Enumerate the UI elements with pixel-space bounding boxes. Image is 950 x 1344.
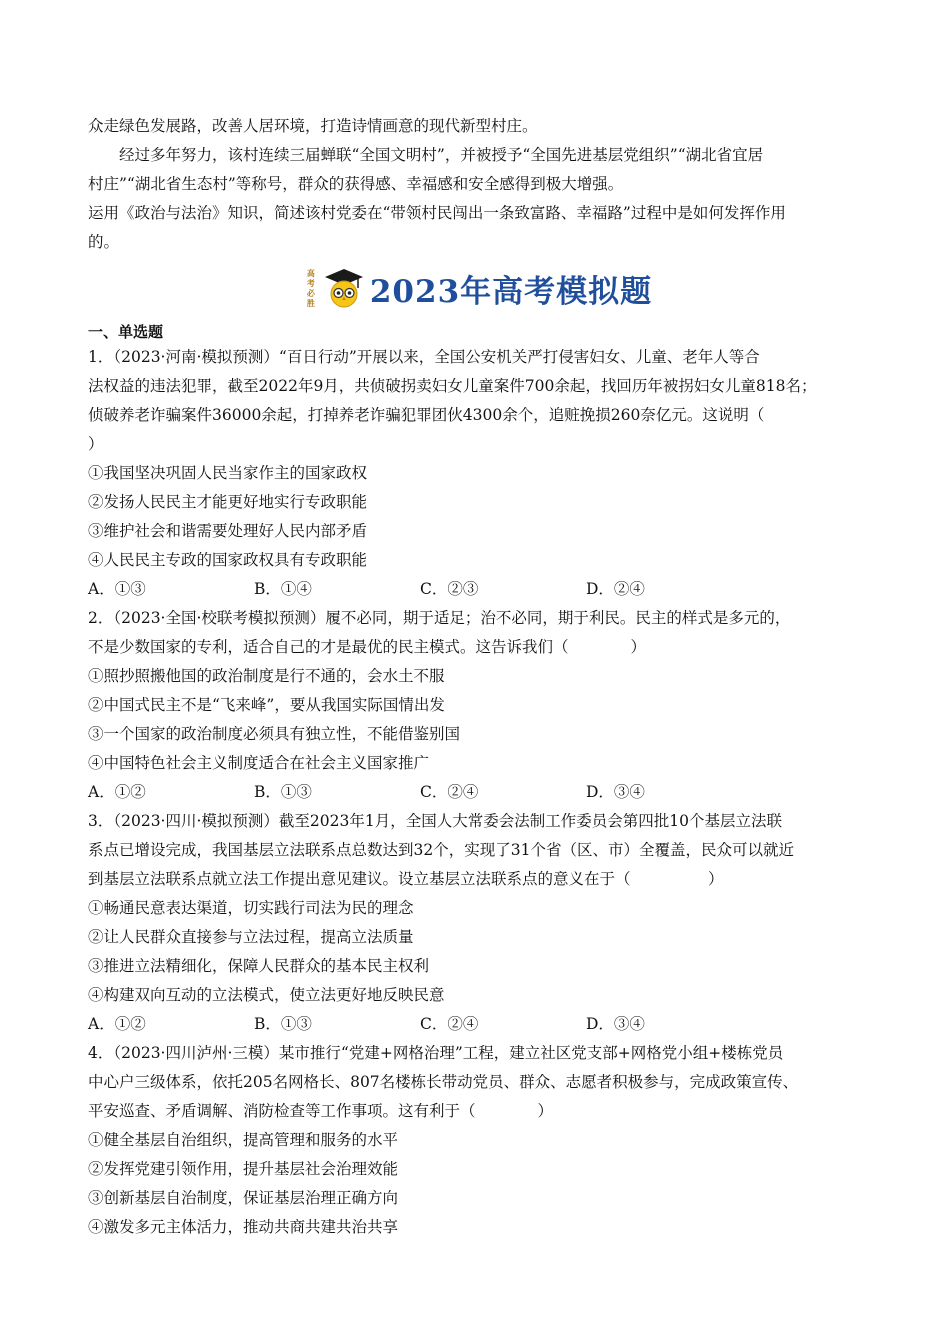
question-1 [88, 343, 868, 604]
option-c: C．②④ [420, 783, 479, 801]
document-page [88, 112, 868, 1242]
question-line: 平安巡查、矛盾调解、消防检查等工作事项。这有利于（ ） [88, 1102, 554, 1120]
statement-item: ②中国式民主不是“飞来峰”，要从我国实际国情出发 [88, 696, 445, 714]
statement-item: ①我国坚决巩固人民当家作主的国家政权 [88, 464, 368, 482]
question-line: 不是少数国家的专利，适合自己的才是最优的民主模式。这告诉我们（ ） [88, 638, 647, 656]
question-3 [88, 807, 868, 1039]
statement-item: ①畅通民意表达渠道，切实践行司法为民的理念 [88, 899, 414, 917]
answer-options [88, 778, 868, 807]
statement-item: ③推进立法精细化，保障人民群众的基本民主权利 [88, 957, 430, 975]
statement-item: ③维护社会和谐需要处理好人民内部矛盾 [88, 522, 368, 540]
option-a: A．①② [88, 1015, 146, 1033]
statement-item: ③一个国家的政治制度必须具有独立性，不能借鉴别国 [88, 725, 461, 743]
intro-line: 经过多年努力，该村连续三届蝉联“全国文明村”，并被授予“全国先进基层党组织”“湖北省宜居 [119, 146, 764, 164]
intro-line: 运用《政治与法治》知识，简述该村党委在“带领村民闯出一条致富路、幸福路”过程中是如何发挥作用 [88, 204, 786, 222]
question-line: 到基层立法联系点就立法工作提出意见建议。设立基层立法联系点的意义在于（ ） [88, 870, 724, 888]
option-a: A．①③ [88, 580, 146, 598]
question-2 [88, 604, 868, 807]
question-line: 1．（2023·河南·模拟预测）“百日行动”开展以来，全国公安机关严打侵害妇女、儿童、老年人等合 [88, 348, 760, 366]
option-b: B．①③ [254, 783, 312, 801]
option-b: B．①③ [254, 1015, 312, 1033]
option-d: D．③④ [586, 1015, 645, 1033]
option-d: D．②④ [586, 580, 645, 598]
option-c: C．②③ [420, 580, 479, 598]
question-line: 法权益的违法犯罪，截至2022年9月，共侦破拐卖妇女儿童案件700余起，找回历年被拐妇女儿童818名； [88, 377, 817, 395]
option-b: B．①④ [254, 580, 312, 598]
banner-title: 2023年高考模拟题 [369, 273, 653, 310]
answer-options [88, 575, 868, 604]
question-line: 中心户三级体系，依托205名网格长、807名楼栋长带动党员、群众、志愿者积极参与，完成政策宣传、 [88, 1073, 799, 1091]
option-a: A．①② [88, 783, 146, 801]
question-4 [88, 1039, 868, 1242]
answer-options [88, 1010, 868, 1039]
option-c: C．②④ [420, 1015, 479, 1033]
statement-item: ④人民民主专政的国家政权具有专政职能 [88, 551, 368, 569]
option-d: D．③④ [586, 783, 645, 801]
statement-item: ①健全基层自治组织，提高管理和服务的水平 [88, 1131, 399, 1149]
question-line: 3．（2023·四川·模拟预测）截至2023年1月，全国人大常委会法制工作委员会第四批10个基层立法联 [88, 812, 782, 830]
statement-item: ①照抄照搬他国的政治制度是行不通的，会水土不服 [88, 667, 445, 685]
owl-mascot-icon [322, 266, 366, 310]
question-line: 系点已增设完成，我国基层立法联系点总数达到32个，实现了31个省（区、市）全覆盖，民众可以就近 [88, 841, 794, 859]
intro-line: 众走绿色发展路，改善人居环境，打造诗情画意的现代新型村庄。 [88, 117, 538, 135]
intro-line: 村庄”“湖北省生态村”等称号，群众的获得感、幸福感和安全感得到极大增强。 [88, 175, 624, 193]
question-line: 4．（2023·四川泸州·三模）某市推行“党建+网格治理”工程，建立社区党支部+网格党小组+楼栋党员 [88, 1044, 784, 1062]
question-line: 2．（2023·全国·校联考模拟预测）履不必同，期于适足；治不必同，期于利民。民主的样式是多元的， [88, 609, 791, 627]
statement-item: ④构建双向互动的立法模式，使立法更好地反映民意 [88, 986, 445, 1004]
statement-item: ②让人民群众直接参与立法过程，提高立法质量 [88, 928, 414, 946]
question-line: 侦破养老诈骗案件36000余起，打掉养老诈骗犯罪团伙4300余个，追赃挽损260奈亿元。这说明（ [88, 406, 765, 424]
statement-item: ④中国特色社会主义制度适合在社会主义国家推广 [88, 754, 430, 772]
statement-item: ②发挥党建引领作用，提升基层社会治理效能 [88, 1160, 399, 1178]
exam-banner [88, 261, 868, 315]
question-line: ） [88, 435, 104, 453]
banner-side-text: 高考必胜 [306, 268, 315, 308]
intro-line: 的。 [88, 233, 120, 251]
statement-item: ④激发多元主体活力，推动共商共建共治共享 [88, 1218, 399, 1236]
statement-item: ②发扬人民民主才能更好地实行专政职能 [88, 493, 368, 511]
section-title: 一、单选题 [88, 323, 164, 341]
statement-item: ③创新基层自治制度，保证基层治理正确方向 [88, 1189, 399, 1207]
